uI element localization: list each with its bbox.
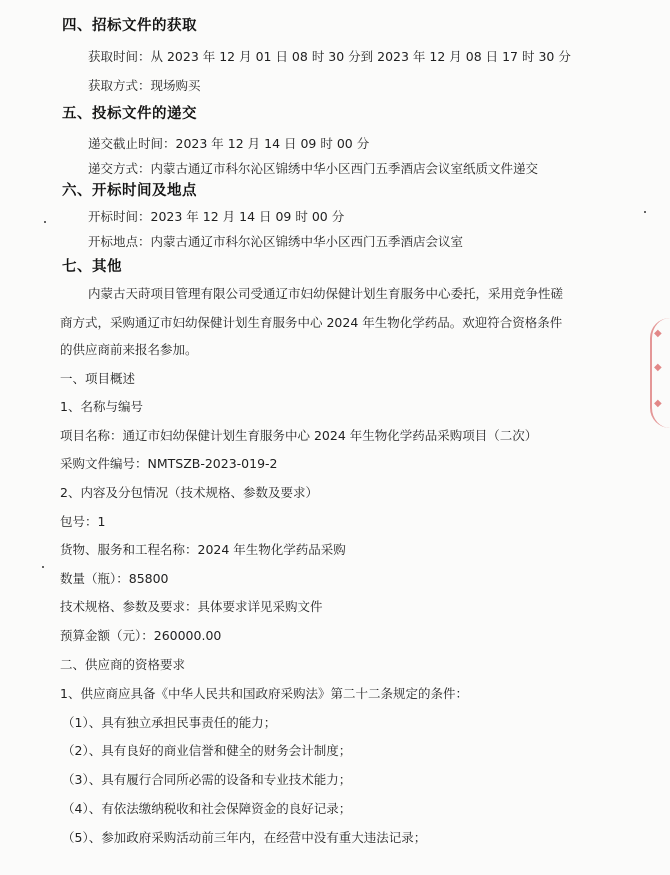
- scan-speck: [42, 566, 44, 568]
- red-seal-stamp-edge: ◆ ◆ ◆: [650, 318, 670, 428]
- submit-deadline: 递交截止时间：2023 年 12 月 14 日 09 时 00 分: [88, 136, 370, 151]
- qualification-item-5: （5）、参加政府采购活动前三年内，在经营中没有重大违法记录；: [62, 830, 427, 845]
- qualification-item-3: （3）、具有履行合同所必需的设备和专业技术能力；: [62, 772, 352, 787]
- content-heading: 2、内容及分包情况（技术规格、参数及要求）: [60, 485, 318, 500]
- name-and-number-heading: 1、名称与编号: [60, 399, 143, 414]
- technical-specs: 技术规格、参数及要求：具体要求详见采购文件: [60, 599, 323, 614]
- document-number: 采购文件编号：NMTSZB-2023-019-2: [60, 456, 278, 471]
- goods-name: 货物、服务和工程名称：2024 年生物化学药品采购: [60, 542, 346, 557]
- section-heading-6: 六、开标时间及地点: [62, 183, 197, 199]
- opening-time: 开标时间：2023 年 12 月 14 日 09 时 00 分: [88, 209, 345, 224]
- section-heading-5: 五、投标文件的递交: [62, 106, 197, 122]
- intro-paragraph-line-1: 内蒙古天莳项目管理有限公司受通辽市妇幼保健计划生育服务中心委托，采用竞争性磋: [88, 286, 564, 301]
- intro-paragraph-line-2: 商方式，采购通辽市妇幼保健计划生育服务中心 2024 年生物化学药品。欢迎符合资格条件: [60, 315, 563, 330]
- submit-method: 递交方式：内蒙古通辽市科尔沁区锦绣中华小区西门五季酒店会议室纸质文件递交: [88, 161, 539, 176]
- subsection-qualifications: 二、供应商的资格要求: [60, 657, 186, 672]
- project-name: 项目名称：通辽市妇幼保健计划生育服务中心 2024 年生物化学药品采购项目（二次）: [60, 428, 538, 443]
- qualification-item-4: （4）、有依法缴纳税收和社会保障资金的良好记录；: [62, 801, 352, 816]
- qualification-intro: 1、供应商应具备《中华人民共和国政府采购法》第二十二条规定的条件：: [60, 686, 468, 701]
- qualification-item-2: （2）、具有良好的商业信誉和健全的财务会计制度；: [62, 743, 352, 758]
- budget-amount: 预算金额（元）：260000.00: [60, 628, 222, 643]
- package-number: 包号：1: [60, 514, 106, 529]
- quantity: 数量（瓶）：85800: [60, 571, 169, 586]
- qualification-item-1: （1）、具有独立承担民事责任的能力；: [62, 715, 277, 730]
- section-heading-7: 七、其他: [62, 259, 122, 275]
- opening-location: 开标地点：内蒙古通辽市科尔沁区锦绣中华小区西门五季酒店会议室: [88, 234, 464, 249]
- section-heading-4: 四、招标文件的获取: [62, 18, 197, 34]
- obtain-time: 获取时间：从 2023 年 12 月 01 日 08 时 30 分到 2023 年 12 月 08 日 17 时 30 分: [88, 49, 571, 64]
- subsection-overview: 一、项目概述: [60, 371, 136, 386]
- scan-speck: [44, 221, 46, 223]
- obtain-method: 获取方式：现场购买: [88, 78, 201, 93]
- intro-paragraph-line-3: 的供应商前来报名参加。: [60, 342, 198, 357]
- scan-speck: [644, 211, 646, 213]
